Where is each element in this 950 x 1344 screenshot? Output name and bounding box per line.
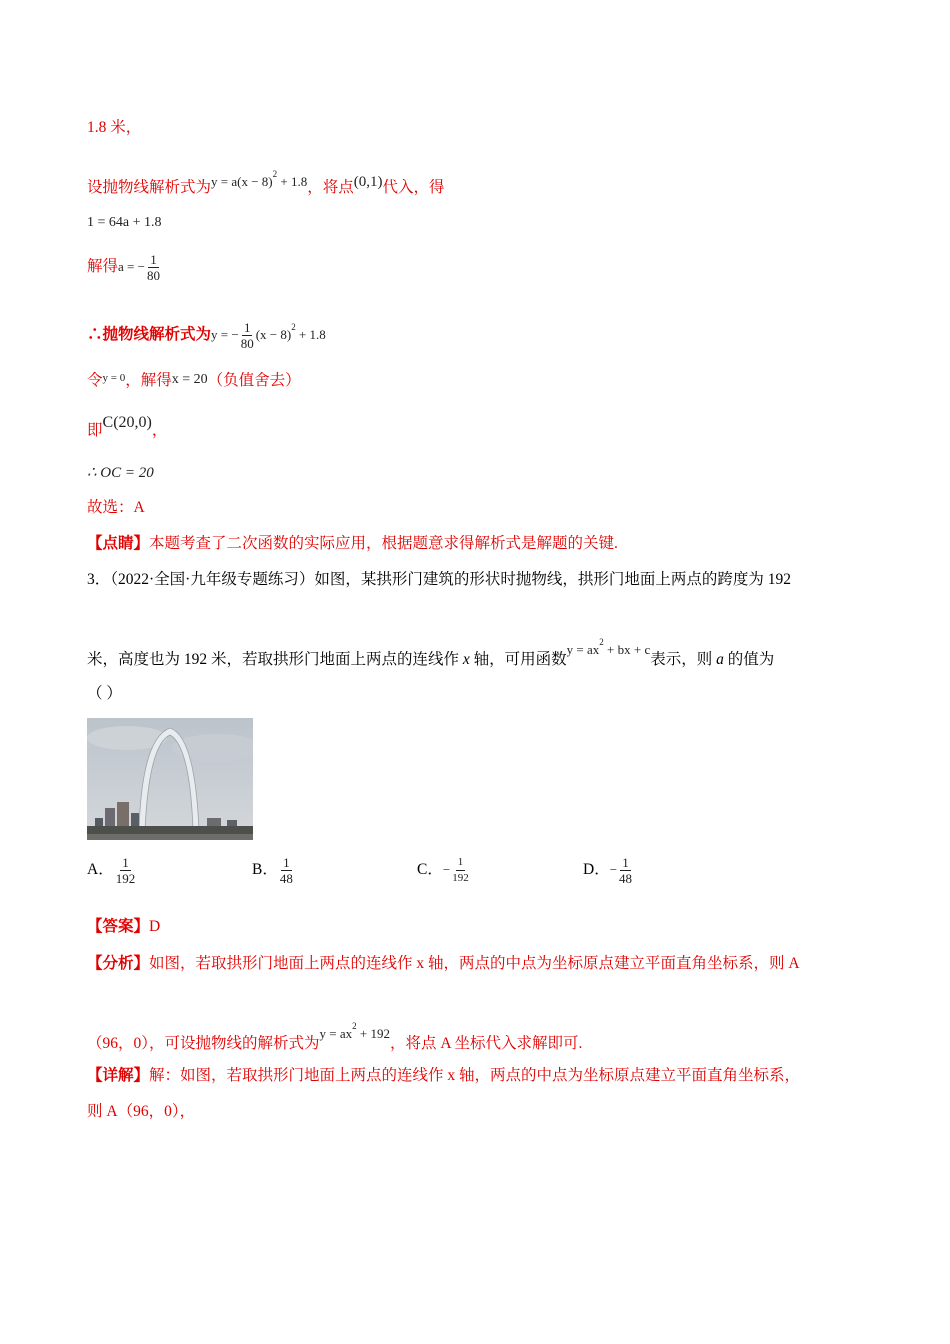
question-line-2: 米，高度也为 192 米，若取拱形门地面上两点的连线作 x 轴，可用函数$^{y = ax^2 + bx + c}$表示，则 a 的值为 [87,637,775,668]
formula: a = − [118,259,145,275]
text: ，将点 A 坐标代入求解即可. [389,1035,583,1052]
option-label: B． [252,861,278,879]
fraction: $\frac{1}{48}$ [619,855,633,886]
formula: y = ax2 + 192 [319,1021,390,1041]
option-label: A． [87,861,114,879]
formula: x = 20 [171,372,208,387]
text: 解得 [87,258,119,276]
text: 解：如图，若取拱形门地面上两点的连线作 x 轴，两点的中点为坐标原点建立平面直角坐标系， [149,1067,801,1084]
fraction: $\frac{1}{192}$ [452,856,469,884]
solution-line-3 [87,212,162,233]
equation: 1 = 64a + 1.8 [87,215,162,230]
formula: y = ax2 + bx + c [566,637,651,657]
option-a[interactable] [87,855,137,886]
text: 令 [87,372,103,389]
analysis-line-2 [87,1016,582,1054]
solution-line-1 [87,118,141,138]
formula: y = 0 [102,372,126,384]
answer-tag: 【答案】 [87,918,150,935]
text: 故选：A [87,499,145,516]
question-line-3 [87,684,122,704]
text: 3．（2022·全国·九年级专题练习）如图，某拱形门建筑的形状时抛物线，拱形门地面上两点的跨度为 192 [87,571,791,588]
answer-value: D [149,918,161,935]
solution-line-7 [87,413,167,441]
comment-tag: 【点睛】 [87,535,150,552]
point: (0,1) [353,174,383,190]
text: 轴，可用函数 [469,651,567,668]
option-label: C． [417,861,443,879]
text: （ ） [87,685,122,702]
text: （96，0），可设抛物线的解析式为 [87,1035,320,1052]
option-label: D． [583,861,610,879]
text: ∴抛物线解析式为 [87,326,212,343]
text: 1.8 米， [87,119,142,136]
arch-photo [87,718,253,840]
text: 则 A（96，0）， [87,1103,196,1120]
solution-line-8 [87,463,154,483]
detail-line-1 [87,1066,800,1086]
text: ，将点 [307,179,354,196]
analysis-tag: 【分析】 [87,955,150,972]
solution-line-6 [87,368,301,391]
text: 如图，若取拱形门地面上两点的连线作 x 轴，两点的中点为坐标原点建立平面直角坐标系，则 A [149,955,800,972]
option-b[interactable] [252,855,295,886]
comment-text: 本题考查了二次函数的实际应用，根据题意求得解析式是解题的关键. [149,535,618,552]
fraction: $\frac{1}{48}$ [279,855,293,886]
text: 表示，则 [650,651,717,668]
formula: $(x - 8)^2 + 1.8$ [255,322,326,342]
detail-line-2 [87,1102,195,1122]
answer-line [87,917,160,937]
text: 即 [87,422,103,439]
point: C(20,0) [102,414,152,431]
comment-line [87,534,618,554]
option-d[interactable]: D．− $\frac{1}{48}$ [583,855,633,886]
text: 设抛物线解析式为 [87,179,212,196]
text: ， [151,422,168,439]
solution-line-4 [87,252,162,283]
solution-line-9 [87,498,145,518]
analysis-line-1 [87,954,800,974]
text: 代入，得 [382,179,445,196]
fraction: $\frac{1}{80}$ [240,319,254,351]
fraction: $\frac{1}{80}$ [146,252,160,283]
solution-line-2 [87,164,444,198]
fraction: $\frac{1}{192}$ [115,855,136,886]
question-line-1 [87,570,791,590]
solution-line-5 [87,317,326,351]
text: 米，高度也为 192 米，若取拱形门地面上两点的连线作 [87,651,463,668]
equation: ∴ OC = 20 [87,465,154,481]
detail-tag: 【详解】 [87,1067,150,1084]
option-c[interactable]: C．− $\frac{1}{192}$ [417,856,469,884]
text: （负值舍去） [207,372,301,389]
text: ，解得 [125,372,172,389]
formula: y = − [211,327,239,342]
text: 的值为 [723,651,775,668]
formula: y = a(x − 8)2 + 1.8 [211,169,308,189]
